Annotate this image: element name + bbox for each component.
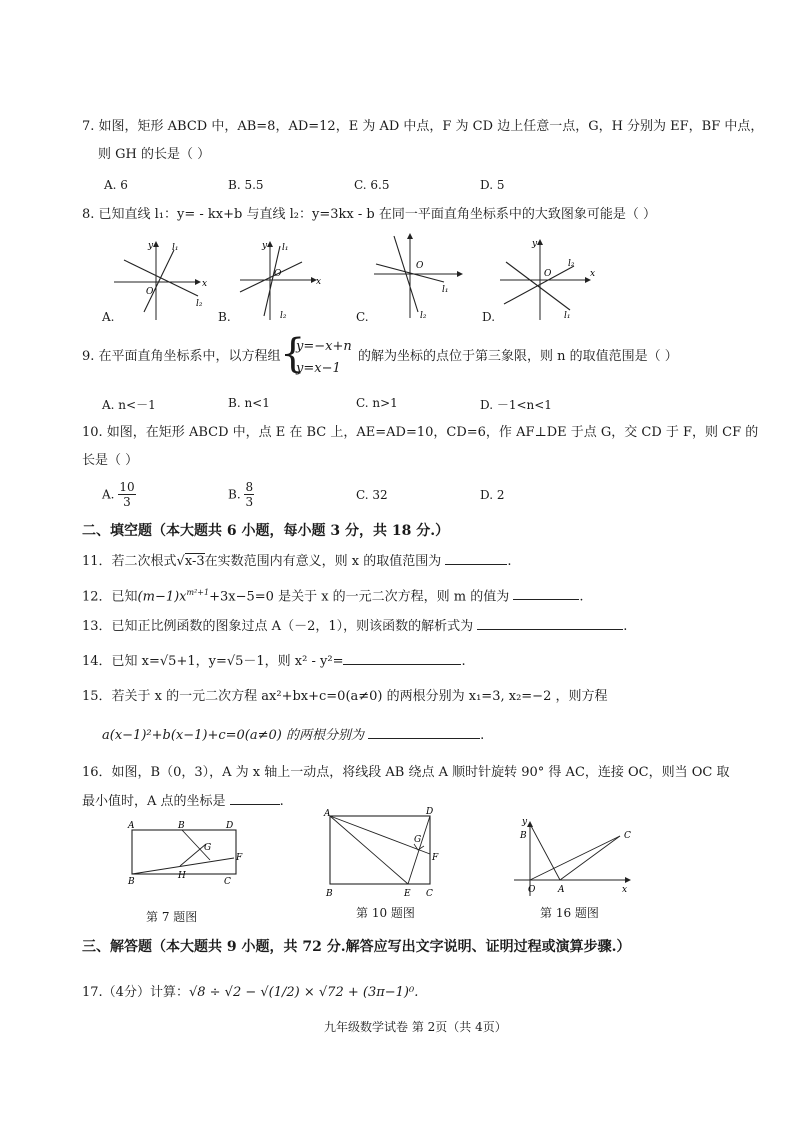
- section-3-heading: 三、解答题（本大题共 9 小题，共 72 分.解答应写出文字说明、证明过程或演算步骤.）: [82, 939, 631, 955]
- q9-option-b: B. n<1: [228, 396, 270, 410]
- q11: [82, 552, 512, 571]
- q9-eq2: y=x−1: [296, 361, 341, 376]
- q12-expr: (m−1)x: [137, 589, 187, 605]
- q15-line1: 15．若关于 x 的一元二次方程 ax²+bx+c=0(a≠0) 的两根分别为 x₁=3, x₂=−2 ，则方程: [82, 689, 608, 704]
- q11-radical: √x-3: [176, 554, 205, 569]
- q16-line2: [82, 792, 284, 811]
- q12-pre: 12．已知: [82, 589, 138, 605]
- q17-expr: √8 ÷ √2 − √(1/2) × √72 + (3π−1)⁰.: [188, 985, 419, 1000]
- q7-option-c: C. 6.5: [354, 178, 390, 192]
- figure-10-caption: 第 10 题图: [356, 906, 415, 920]
- q9-prefix: 9. 在平面直角坐标系中，以方程组: [82, 349, 281, 364]
- q11-end: .: [507, 554, 512, 569]
- fig16-a: A: [558, 885, 565, 895]
- figure-7: [126, 821, 243, 887]
- q13-end: .: [623, 619, 628, 634]
- q8b-l1: l₁: [282, 243, 289, 253]
- q16-answer-blank[interactable]: [230, 792, 280, 805]
- q8d-origin: O: [544, 269, 552, 279]
- q8-graph-d: [498, 236, 598, 324]
- figure-16: [510, 818, 642, 900]
- q8d-l2: l₂: [568, 259, 575, 269]
- q8-text: 8. 已知直线 l₁：y= - kx+b 与直线 l₂：y=3kx - b 在同一平面直角坐标系中的大致图象可能是（ ）: [82, 207, 656, 222]
- q8a-l1: l₁: [172, 243, 179, 253]
- q8d-y-label: y: [532, 239, 538, 249]
- figure-10: [322, 808, 442, 898]
- q9-option-a: A. n<－1: [102, 398, 156, 412]
- q8b-x-label: x: [316, 277, 322, 287]
- fig7-c: C: [224, 877, 231, 887]
- q10-option-b: [228, 480, 254, 509]
- q16-line1: 16．如图，B（0，3），A 为 x 轴上一动点，将线段 AB 绕点 A 顺时针旋转 90° 得 AC，连接 OC，则当 OC 取: [82, 765, 730, 780]
- q11-radicand: x-3: [184, 554, 205, 569]
- q11-answer-blank[interactable]: [445, 552, 507, 565]
- q8a-y-label: y: [148, 241, 154, 251]
- q13-answer-blank[interactable]: [477, 617, 623, 630]
- q9-option-d: D. －1<n<1: [480, 398, 552, 412]
- fig10-f: F: [432, 853, 439, 863]
- q12: [82, 584, 584, 606]
- q8b-origin: O: [274, 269, 282, 279]
- fig7-g: G: [204, 843, 212, 853]
- fig7-a: A: [128, 821, 135, 831]
- q8a-x-label: x: [202, 279, 208, 289]
- q8c-l2: l₂: [420, 311, 427, 321]
- q7-option-b: B. 5.5: [228, 178, 264, 192]
- fig10-a: A: [324, 809, 331, 819]
- q11-pre: 11．若二次根式: [82, 554, 177, 569]
- fig10-b: B: [326, 889, 333, 899]
- q10-option-a-label: A.: [102, 487, 115, 502]
- q15-answer-blank[interactable]: [368, 726, 480, 739]
- q9-suffix: 的解为坐标的点位于第三象限，则 n 的取值范围是（ ）: [358, 349, 678, 364]
- q7-line2: 则 GH 的长是（ ）: [98, 147, 211, 162]
- fig10-c: C: [426, 889, 433, 899]
- q10-option-b-num: 8: [245, 480, 254, 494]
- q12-answer-blank[interactable]: [513, 587, 579, 600]
- q10-option-b-fraction: [244, 480, 254, 509]
- q10-line1: 10. 如图，在矩形 ABCD 中，点 E 在 BC 上，AE=AD=10，CD=6，作 AF⊥DE 于点 G，交 CD 于 F，则 CF 的: [82, 425, 759, 440]
- q14: [82, 652, 466, 671]
- section-2-heading: 二、填空题（本大题共 6 小题，每小题 3 分，共 18 分.）: [82, 523, 450, 539]
- page-footer: 九年级数学试卷 第 2页（共 4页）: [324, 1020, 507, 1034]
- q10-option-c: C. 32: [356, 488, 388, 502]
- q14-end: .: [461, 654, 466, 669]
- q10-option-a-num: 10: [119, 480, 135, 494]
- q9-brace: {: [280, 331, 306, 377]
- q10-option-d: D. 2: [480, 488, 505, 502]
- q15-line2: [102, 726, 484, 745]
- figure-7-caption: 第 7 题图: [146, 910, 198, 924]
- q8-graph-c: [372, 232, 472, 322]
- fig10-d: D: [426, 807, 434, 817]
- q8b-l2: l₂: [280, 311, 287, 321]
- q10-option-a: [102, 480, 136, 509]
- q12-mid: +3x−5=0 是关于 x 的一元二次方程，则 m 的值为: [209, 589, 510, 605]
- q9-eq1: y=−x+n: [296, 339, 352, 354]
- q13: [82, 617, 627, 636]
- fig10-e: E: [404, 889, 411, 899]
- q15-end: .: [480, 728, 485, 743]
- q7-option-d: D. 5: [480, 178, 505, 192]
- q8-graph-b: [236, 238, 336, 324]
- q8-option-b: B.: [218, 310, 231, 324]
- q13-text: 13．已知正比例函数的图象过点 A（－2，1），则该函数的解析式为: [82, 619, 474, 634]
- q11-post: 在实数范围内有意义，则 x 的取值范围为: [204, 554, 442, 569]
- q10-option-a-fraction: [118, 480, 135, 509]
- q17-pre: 17.（4分）计算：: [82, 985, 189, 1000]
- q8b-y-label: y: [262, 241, 268, 251]
- fig16-x: x: [622, 885, 628, 895]
- fig7-f: F: [236, 853, 243, 863]
- q10-line2: 长是（ ）: [82, 453, 139, 468]
- q8-option-c: C.: [356, 310, 369, 324]
- q8a-l2: l₂: [196, 299, 203, 309]
- q8a-origin: O: [146, 287, 154, 297]
- fig16-c: C: [624, 831, 631, 841]
- q15-line2-text: a(x−1)²+b(x−1)+c=0(a≠0) 的两根分别为: [102, 728, 364, 743]
- q10-option-a-den: 3: [123, 495, 131, 509]
- fig7-e: B: [178, 821, 185, 831]
- q14-text: 14．已知 x=√5+1，y=√5－1，则 x² - y²=: [82, 654, 344, 669]
- q8-option-a: A.: [102, 310, 115, 324]
- q12-end: .: [579, 589, 584, 605]
- q10-option-b-den: 3: [245, 495, 254, 509]
- q8d-l1: l₁: [564, 311, 571, 321]
- q17: [82, 984, 418, 1002]
- fig16-b: B: [520, 831, 527, 841]
- fig7-h: H: [178, 871, 186, 881]
- q16-end: .: [279, 794, 284, 809]
- fig16-o: O: [528, 885, 536, 895]
- fig16-y: y: [522, 817, 528, 827]
- q8c-origin: O: [416, 261, 424, 271]
- q8-graph-a: [108, 238, 208, 324]
- q8-option-d: D.: [482, 310, 496, 324]
- fig10-g: G: [414, 835, 422, 845]
- fig7-d: D: [226, 821, 234, 831]
- figure-16-caption: 第 16 题图: [540, 906, 599, 920]
- q8d-x-label: x: [590, 269, 596, 279]
- fig7-b: B: [128, 877, 135, 887]
- q10-option-b-label: B.: [228, 487, 241, 502]
- q7-line1: 7. 如图，矩形 ABCD 中，AB=8，AD=12，E 为 AD 中点，F 为 CD 边上任意一点，G，H 分别为 EF，BF 中点，: [82, 119, 764, 134]
- q12-sup: m²+1: [186, 588, 210, 597]
- q7-option-a: A. 6: [104, 178, 128, 192]
- q9-option-c: C. n>1: [356, 396, 398, 410]
- q16-line2-text: 最小值时，A 点的坐标是: [82, 794, 226, 809]
- q14-answer-blank[interactable]: [343, 652, 461, 665]
- q8c-l1: l₁: [442, 285, 449, 295]
